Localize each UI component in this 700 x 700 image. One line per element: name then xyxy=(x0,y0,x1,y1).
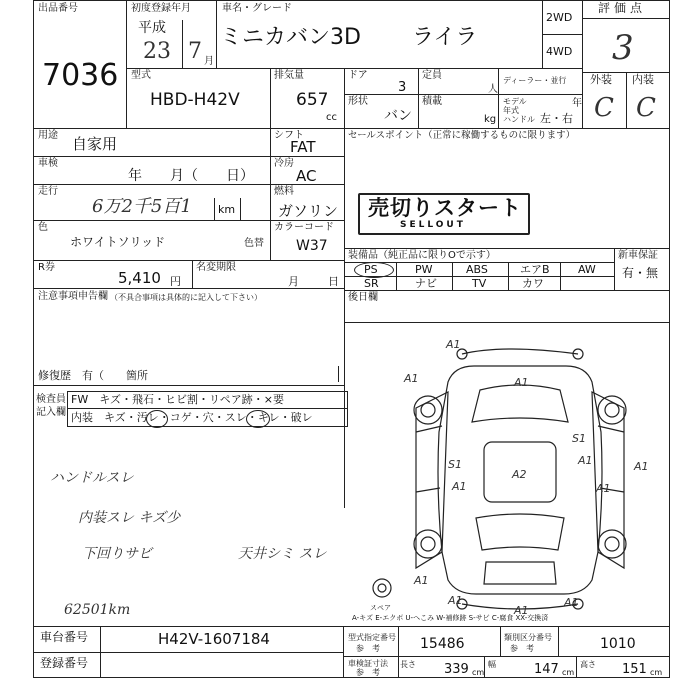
circle-mark xyxy=(246,410,270,428)
stamp-sub: SELLOUT xyxy=(400,220,466,230)
dealer-label: ディーラー・並行 xyxy=(503,76,567,85)
windshield xyxy=(472,385,568,422)
divider xyxy=(192,260,193,288)
ac: AC xyxy=(296,167,317,185)
lot-no: 7036 xyxy=(42,58,119,93)
divider xyxy=(343,656,670,657)
category-sub: 参 考 xyxy=(510,644,534,653)
first-reg-label: 初度登録年月 xyxy=(131,3,191,14)
wheel-fl xyxy=(414,396,442,424)
body: バン xyxy=(384,108,412,124)
fuel: ガソリン xyxy=(278,202,339,220)
divider xyxy=(67,408,348,409)
divider xyxy=(214,198,215,220)
equip-abs: ABS xyxy=(466,263,488,276)
steering-label: ハンドル xyxy=(503,115,535,124)
person-unit: 人 xyxy=(488,84,498,95)
divider xyxy=(100,626,101,678)
circle-mark xyxy=(354,262,394,278)
color-code: W37 xyxy=(296,238,328,254)
car-damage-diagram xyxy=(344,322,670,620)
width-label: 幅 xyxy=(488,660,496,669)
sellout-stamp xyxy=(358,193,530,235)
tax-day-unit: 日 xyxy=(328,275,339,288)
divider xyxy=(560,262,561,290)
interior-line: 内装 キズ・汚レ・コゲ・穴・スレ・キレ・破レ xyxy=(71,411,313,424)
divider xyxy=(484,656,485,678)
damage-mark: A1 xyxy=(578,454,593,467)
steering: 左・右 xyxy=(540,112,573,125)
exterior-grade: C xyxy=(594,93,614,123)
divider xyxy=(614,248,615,290)
shift: FAT xyxy=(290,138,316,156)
car-name-label: 車名・グレード xyxy=(222,3,292,14)
equip-tv: TV xyxy=(472,277,487,290)
model: HBD-H42V xyxy=(150,90,240,110)
divider xyxy=(418,68,419,128)
era: 平成 xyxy=(138,20,166,36)
equip-pw: PW xyxy=(415,263,433,276)
score: 3 xyxy=(612,28,634,68)
usage-label: 用途 xyxy=(38,130,58,141)
model-year-label: モデル年式 xyxy=(503,97,527,115)
wheel-rr xyxy=(598,530,626,558)
damage-mark: A1 xyxy=(448,594,463,607)
cc-unit: cc xyxy=(326,112,337,123)
mileage: 6万2千5百1 xyxy=(92,196,192,217)
damage-mark: A1 xyxy=(446,338,461,351)
cm-unit: cm xyxy=(472,668,485,677)
repair-label: 修復歴 xyxy=(38,369,71,382)
divider xyxy=(33,652,343,653)
divider xyxy=(33,288,344,289)
mileage-label: 走行 xyxy=(38,186,58,197)
damage-mark: A1 xyxy=(634,460,649,473)
damage-mark: A1 xyxy=(414,574,429,587)
divider xyxy=(126,0,127,128)
length: 339 xyxy=(444,662,469,677)
divider xyxy=(344,248,670,249)
color-code-label: カラーコード xyxy=(274,222,334,233)
body-label: 形状 xyxy=(348,96,368,107)
ac-label: 冷房 xyxy=(274,158,294,169)
equip-airbag: エアB xyxy=(520,263,550,276)
type-spec-label: 型式指定番号 xyxy=(348,633,396,642)
fw-line: FW キズ・飛石・ヒビ割・リペア跡・×要 xyxy=(71,393,284,406)
memo-3: 下回りサビ xyxy=(82,546,152,562)
new-warranty: 有・無 xyxy=(622,266,659,280)
memo-5: 62501km xyxy=(64,602,131,618)
spare-label: スペア xyxy=(370,604,391,612)
equip-navi: ナビ xyxy=(415,277,437,290)
cm-unit: cm xyxy=(562,668,575,677)
divider xyxy=(270,68,271,128)
reg-year: 23 xyxy=(143,39,171,64)
wheel-fr xyxy=(598,396,626,424)
color: ホワイトソリッド xyxy=(70,235,166,249)
inspector-label-2: 記入欄 xyxy=(36,407,66,418)
sales-point-label: セールスポイント（正常に稼働するものに限ります） xyxy=(348,130,576,141)
damage-mark: A1 xyxy=(452,480,467,493)
lot-no-label: 出品番号 xyxy=(38,3,78,14)
height: 151 xyxy=(622,662,647,677)
divider xyxy=(582,18,670,19)
divider xyxy=(500,626,501,656)
divider xyxy=(582,0,583,128)
displacement-label: 排気量 xyxy=(274,70,304,81)
size-sub: 参 考 xyxy=(356,668,380,677)
divider xyxy=(338,366,339,382)
drive-2wd: 2WD xyxy=(546,11,573,24)
height-label: 高さ xyxy=(580,660,596,669)
divider xyxy=(344,94,582,95)
load-label: 積載 xyxy=(422,96,442,107)
divider xyxy=(216,0,217,68)
divider xyxy=(508,262,509,290)
attention-label: 注意事項申告欄 xyxy=(38,291,108,302)
equipment-label: 装備品（純正品に限りOで示す） xyxy=(348,250,496,261)
km-unit: km xyxy=(218,203,236,216)
grade: ライラ xyxy=(412,25,478,50)
repair-value: 有（ 箇所 xyxy=(82,369,148,382)
divider xyxy=(452,262,453,290)
register-label: 登録番号 xyxy=(40,656,89,670)
tailgate xyxy=(484,562,556,584)
tax-month-unit: 月 xyxy=(288,275,299,288)
damage-mark: A1 xyxy=(404,372,419,385)
divider xyxy=(33,184,344,185)
divider xyxy=(542,34,582,35)
divider xyxy=(626,72,627,128)
exterior-label: 外装 xyxy=(590,73,612,86)
divider xyxy=(33,260,344,261)
spare-tire xyxy=(373,579,391,597)
damage-mark: A1 xyxy=(564,596,579,609)
divider xyxy=(396,262,397,290)
equip-leather: カワ xyxy=(522,277,544,290)
reg-month: 7 xyxy=(188,39,202,64)
door-label: ドア xyxy=(348,70,368,81)
equip-ps: PS xyxy=(364,263,378,276)
cm-unit: cm xyxy=(650,668,663,677)
displacement: 657 xyxy=(296,90,329,110)
chassis: H42V-1607184 xyxy=(158,630,270,648)
divider xyxy=(33,156,344,157)
shift-label: シフト xyxy=(274,130,304,141)
doors: 3 xyxy=(398,80,407,95)
damage-mark: A2 xyxy=(512,468,527,481)
inspection: 年 月（ 日） xyxy=(128,168,254,184)
damage-mark: S1 xyxy=(572,432,586,445)
memo-4: 天井シミ スレ xyxy=(238,546,327,562)
after-label: 後日欄 xyxy=(348,292,378,303)
divider xyxy=(33,128,670,129)
divider xyxy=(498,68,499,128)
year-unit: 年 xyxy=(572,98,582,109)
memo-2: 内装スレ キズ少 xyxy=(78,510,181,526)
divider xyxy=(270,128,271,260)
car-name: ミニカバン3D xyxy=(220,25,361,50)
stamp-main: 売切りスタート xyxy=(368,196,522,220)
divider xyxy=(343,626,344,678)
attention-sub: （不具合事項は具体的に記入して下さい） xyxy=(110,293,262,302)
divider xyxy=(558,626,559,656)
inspector-label-1: 検査員 xyxy=(36,394,66,405)
equip-aw: AW xyxy=(578,263,596,276)
divider xyxy=(398,626,399,678)
size-label: 車検証寸法 xyxy=(348,659,388,668)
fuel-label: 燃料 xyxy=(274,186,294,197)
inspection-label: 車検 xyxy=(38,158,58,169)
yen-unit: 円 xyxy=(170,275,181,288)
divider xyxy=(576,656,577,678)
chassis-label: 車台番号 xyxy=(40,630,89,644)
divider xyxy=(33,220,344,221)
width: 147 xyxy=(534,662,559,677)
type-spec: 15486 xyxy=(420,636,465,652)
color-label: 色 xyxy=(38,222,48,233)
equip-sr: SR xyxy=(364,277,379,290)
interior-grade: C xyxy=(636,93,656,123)
kg-unit: kg xyxy=(484,114,497,125)
type-spec-sub: 参 考 xyxy=(356,644,380,653)
interior-label: 内装 xyxy=(632,73,654,86)
memo-1: ハンドルスレ xyxy=(50,470,134,486)
divider xyxy=(33,385,344,386)
legend: A-キズ E-エクボ U-へこみ W-補修跡 S-サビ C-腐食 XX-交換済 xyxy=(352,614,549,622)
new-warranty-label: 新車保証 xyxy=(618,250,658,261)
damage-mark: A1 xyxy=(514,376,529,389)
divider xyxy=(182,20,183,68)
damage-mark: A1 xyxy=(596,482,611,495)
month-unit: 月 xyxy=(204,56,214,67)
front-bumper xyxy=(462,349,578,354)
recycle: 5,410 xyxy=(118,269,161,287)
divider xyxy=(126,68,582,69)
category: 1010 xyxy=(600,636,636,652)
damage-mark: S1 xyxy=(448,458,462,471)
damage-mark: A1 xyxy=(514,604,529,617)
recycle-label: R券 xyxy=(38,262,55,273)
category-label: 類別区分番号 xyxy=(504,633,552,642)
divider xyxy=(240,198,241,220)
tax-label: 名変期限 xyxy=(196,262,236,273)
model-label: 型式 xyxy=(131,70,151,81)
capacity-label: 定員 xyxy=(422,70,442,81)
color-change-label: 色替 xyxy=(244,238,264,249)
usage: 自家用 xyxy=(72,135,118,153)
divider xyxy=(344,290,670,291)
wheel-rl xyxy=(414,530,442,558)
circle-mark xyxy=(146,410,168,428)
score-label: 評価点 xyxy=(598,1,647,15)
drive-4wd: 4WD xyxy=(546,45,573,58)
rear-window xyxy=(476,514,564,550)
length-label: 長さ xyxy=(400,660,416,669)
